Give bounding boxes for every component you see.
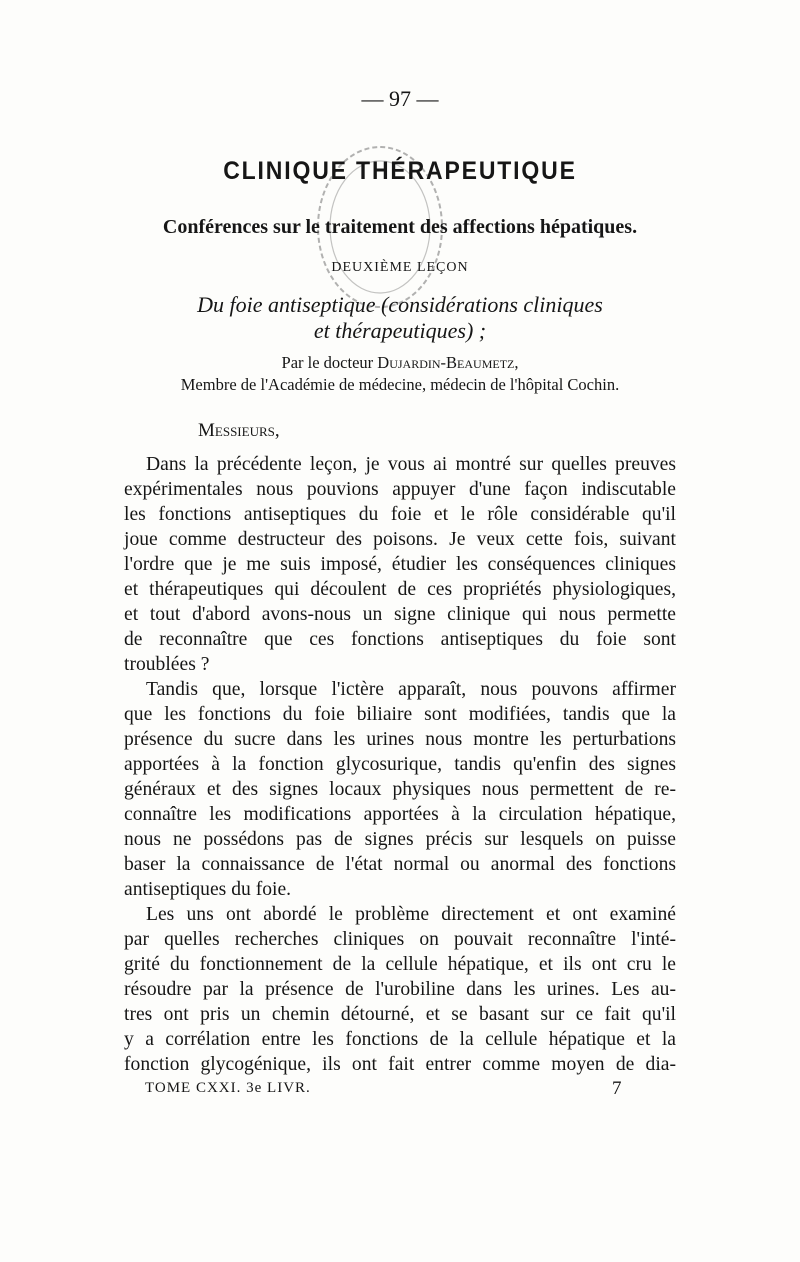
author-affiliation: Membre de l'Académie de médecine, médecin de l'hôpital Cochin. <box>180 375 620 394</box>
text-line: présence du sucre dans les urines nous montre les perturbations <box>124 729 676 750</box>
text-line: Dans la précédente leçon, je vous ai montré sur quelles preuves <box>146 454 676 475</box>
text-line: par quelles recherches cliniques on pouvait reconnaître l'inté- <box>124 929 676 950</box>
text-line: grité du fonctionnement de la cellule hépatique, et ils ont cru le <box>124 954 676 975</box>
lecture-subtitle <box>0 292 800 344</box>
author-prefix: Par le docteur <box>281 353 378 372</box>
lecture-number: DEUXIÈME LEÇON <box>331 260 469 275</box>
text-line: troublées ? <box>124 654 210 675</box>
text-line: antiseptiques du foie. <box>124 879 292 900</box>
text-line: et tout d'abord avons-nous un signe clinique qui nous permette <box>124 604 676 625</box>
text-line: que les fonctions du foie biliaire sont modifiées, tandis que la <box>124 704 676 725</box>
text-line: baser la connaissance de l'état normal ou anormal des fonctions <box>124 854 676 875</box>
text-line: y a corrélation entre les fonctions de la cellule hépatique et la <box>124 1029 676 1050</box>
text-line: l'ordre que je me suis imposé, étudier les conséquences cliniques <box>124 554 676 575</box>
text-line: les fonctions antiseptiques du foie et le rôle considérable qu'il <box>124 504 676 525</box>
text-line: joue comme destructeur des poisons. Je veux cette fois, suivant <box>124 529 676 550</box>
author-name: Dujardin-Beaumetz, <box>377 353 519 372</box>
text-line: et thérapeutiques qui découlent de ces propriétés physiologiques, <box>124 579 676 600</box>
text-line: Les uns ont abordé le problème directement et ont examiné <box>146 904 676 925</box>
author-line <box>0 352 800 374</box>
text-line: résoudre par la présence de l'urobiline dans les urines. Les au- <box>124 979 676 1000</box>
salutation: Messieurs, <box>198 420 280 441</box>
text-line: Tandis que, lorsque l'ictère apparaît, nous pouvons affirmer <box>146 679 676 700</box>
author-block <box>0 352 800 396</box>
text-line: apportées à la fonction glycosurique, tandis qu'enfin des signes <box>124 754 676 775</box>
text-line: tres ont pris un chemin détourné, et se basant sur ce fait qu'il <box>124 1004 676 1025</box>
text-line: généraux et des signes locaux physiques nous permettent de re- <box>124 779 676 800</box>
text-line: connaître les modifications apportées à la circulation hépatique, <box>124 804 676 825</box>
volume-footer: TOME CXXI. 3e LIVR. <box>145 1080 311 1096</box>
text-line: de reconnaître que ces fonctions antiseptiques du foie sont <box>124 629 676 650</box>
text-line: fonction glycogénique, ils ont fait entrer comme moyen de dia- <box>124 1054 676 1075</box>
signature-mark: 7 <box>612 1078 622 1099</box>
conference-title: Conférences sur le traitement des affections hépatiques. <box>162 216 638 238</box>
text-line: nous ne possédons pas de signes précis sur lesquels on puisse <box>124 829 676 850</box>
section-title: CLINIQUE THÉRAPEUTIQUE <box>223 157 577 185</box>
subtitle-line: et thérapeutiques) ; <box>313 318 487 343</box>
text-line: expérimentales nous pouvions appuyer d'une façon indiscutable <box>124 479 676 500</box>
subtitle-line: Du foie antiseptique (considérations cliniques <box>197 292 603 317</box>
page-number: — 97 — <box>361 86 439 111</box>
